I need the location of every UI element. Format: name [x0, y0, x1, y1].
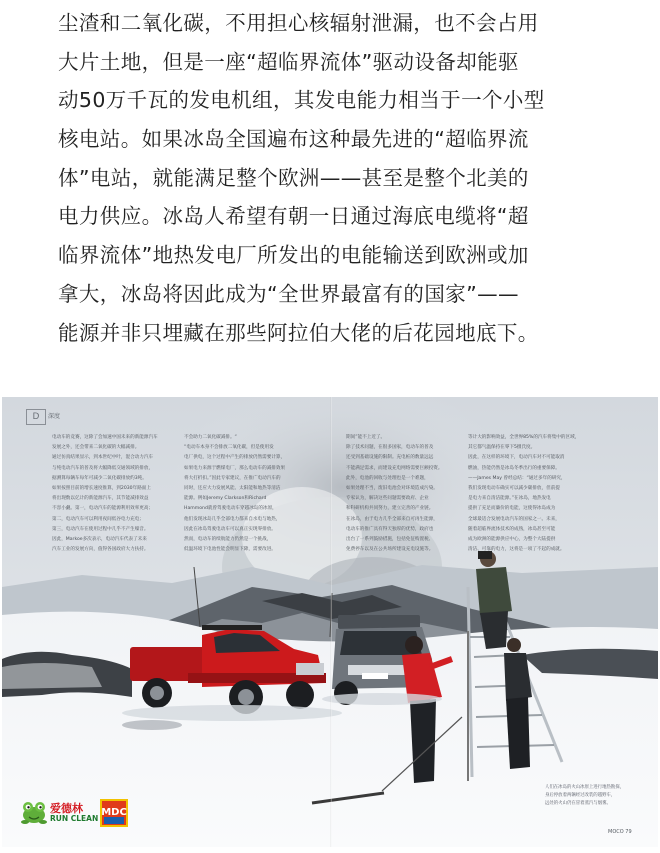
frog-mascot-icon	[20, 798, 48, 826]
column-line: 将出现数以亿计的新能源汽车，其节能减排效益	[52, 496, 149, 502]
article-line: 电力供应。冰岛人希望有朝一日通过海底电缆将“超	[58, 204, 529, 229]
column-line: 如果电力来源于燃煤电厂，那么电动车的减排效果	[184, 465, 286, 471]
column-line: 出台了一系列鼓励措施，包括免征购置税、	[346, 536, 434, 542]
caption-line: 远处的火山仍在冒着蒸汽与烟雾。	[545, 801, 611, 806]
column-line: 据测算每辆车每年可减少二氧化碳排放约3吨。	[52, 475, 147, 481]
mdc-badge-icon	[100, 799, 128, 827]
column-line: 在冰岛，由于电力几乎全部来自可再生能源，	[346, 516, 438, 522]
article-line: 体”电站，就能满足整个欧洲——甚至是整个北美的	[58, 165, 529, 190]
column-line: 将大打折扣。”因此专家建议，在推广电动汽车的	[184, 475, 281, 481]
column-line: 通过仿真结果显示，到本世纪中叶，混合动力汽车	[52, 455, 154, 461]
column-line: 全球最适合发展电动汽车的国家之一。未来，	[468, 516, 560, 522]
column-line: 第三，电动汽车在使用过程中几乎不产生噪音。	[52, 526, 149, 532]
column-line: 不容小觑。第一，电动汽车的能源利用效率更高；	[52, 506, 154, 512]
text-column	[52, 433, 174, 555]
column-line: 清洁、可靠的电力，这将是一项了不起的成就。	[468, 547, 565, 553]
article-line: 核电站。如果冰岛全国遍布这种最先进的“超临界流	[58, 127, 529, 152]
article-line: 拿大，冰岛将因此成为“全世界最富有的国家”——	[58, 281, 519, 306]
article-line: 能源并非只埋藏在那些阿拉伯大佬的后花园地底下。	[58, 320, 539, 345]
text-column	[346, 433, 454, 555]
column-line: 如果按照目前的增长速度推算，到2030年路面上	[52, 485, 151, 491]
text-column	[184, 433, 316, 555]
column-line: 如果处理不当，废旧电池会对环境造成污染。	[346, 485, 438, 491]
column-line: 我们发现电动车确实可以减少碳排放，但前提	[468, 485, 560, 491]
column-line: 不能满足需求，而建设充电网络需要巨额投资。	[346, 465, 443, 471]
column-line: 此外，电池的回收与处理也是一个难题，	[346, 475, 429, 481]
magazine-spread-image	[2, 397, 658, 847]
article-line: 临界流体”地热发电厂所发出的电能输送到欧洲或加	[58, 243, 529, 268]
column-line: 免费停车以及在公共场所建设充电设施等。	[346, 547, 434, 553]
article-line: 尘渣和二氧化碳，不用担心核辐射泄漏，也不会占用	[58, 11, 539, 35]
column-line: 因此，Markoe多次表示，电动汽车代表了未来	[52, 536, 147, 542]
column-line: 低温环境下电池性能会明显下降，需要改进。	[184, 547, 276, 553]
article-line: 大片土地，但是一座“超临界流体”驱动设备却能驱	[58, 49, 519, 74]
column-line: 不会助力二氧化碳减排。“	[184, 435, 237, 440]
caption-line: 身后停放着两辆经过改装的越野车，	[545, 793, 616, 798]
column-line: 专家认为，解决这些问题需要政府、企业	[346, 496, 429, 502]
column-line: 和科研机构共同努力，建立完善的产业链。	[346, 506, 434, 512]
column-line: 成为欧洲的能源供应中心，为整个大陆提供	[468, 536, 556, 542]
column-line: 能源。例如Jeremy Clarkson和Richard	[184, 496, 267, 502]
column-line: 与纯电动汽车的普及将大幅降低交通领域的排放，	[52, 465, 154, 471]
section-mark: D	[26, 409, 46, 425]
article-body	[58, 4, 618, 352]
column-line: 是电力来自清洁能源。”在冰岛，地热发电	[468, 496, 551, 502]
column-line: “电动车本身不会排放二氧化碳，但是使用发	[184, 445, 274, 451]
column-line: 汽车工业的发展方向，值得各国政府大力扶持。	[52, 547, 149, 553]
column-line: 电厂供电，这个过程中产生的排放仍然需要计算，	[184, 455, 286, 461]
section-label: 深度	[48, 413, 61, 420]
column-line: 提供了充足而廉价的电能，这使得冰岛成为	[468, 506, 556, 512]
column-line: 期间”能不上近了。	[346, 435, 386, 440]
runclean-chinese-name: 爱德林	[50, 802, 83, 815]
column-line: 因此在冰岛驾驶电动车可以真正实现零排放。	[184, 526, 276, 532]
column-line: 等计大的影响效益，全世界85%的汽车将集中的区域，	[468, 435, 580, 440]
mdc-logo	[100, 799, 128, 827]
column-line: 除了技术问题，在很多国家，电动车的普及	[346, 445, 434, 451]
runclean-english-name: RUN CLEAN	[50, 814, 99, 823]
column-line: ——James May 曾经总结：“通过多年的研究，	[468, 475, 566, 481]
column-line: Hammond就曾驾驶电动车穿越冰岛的冰原，	[184, 506, 277, 512]
caption-line: 人们在冰岛的火山冰原上进行地热勘探，	[545, 785, 625, 790]
mdc-text: MDC	[101, 807, 127, 818]
column-line: 因此，在这样的环境下，电动汽车对不可能取消	[468, 455, 565, 461]
column-line: 随着超临界流体技术的成熟，冰岛甚至可能	[468, 526, 556, 532]
page-folio: MOCO 79	[608, 829, 632, 835]
column-line: 还受到基础设施的限制。充电桩的数量远远	[346, 455, 434, 461]
column-line: 他们发现冰岛几乎全部电力都来自水电与地热，	[184, 516, 281, 522]
column-line: 然而，电动车的续航能力仍然是一个挑战，	[184, 536, 272, 542]
column-line: 发展之外，还会带来二氧化碳的大幅减排。	[52, 445, 140, 451]
column-line: 电动车的竞赛，这除了会加速中国未来的新能源汽车	[52, 435, 158, 440]
text-column	[468, 433, 600, 555]
article-line: 动50万千瓦的发电机组，其发电能力相当于一个小型	[58, 88, 545, 113]
column-line: 燃油，热能仍然是冰岛冬季出行的重要保障。	[468, 465, 560, 471]
column-line: 同时，还应大力发展风能、太阳能和地热等清洁	[184, 485, 281, 491]
photo-caption	[545, 784, 655, 808]
spine-fold	[330, 397, 332, 847]
column-line: 其它都气温保持在零下5摄氏度。	[468, 445, 536, 451]
column-line: 第二，电动汽车可以利用夜间低谷电力充电；	[52, 516, 144, 522]
column-line: 电动车的推广具有得天独厚的优势，政府也	[346, 526, 434, 532]
runclean-logo	[20, 798, 99, 828]
